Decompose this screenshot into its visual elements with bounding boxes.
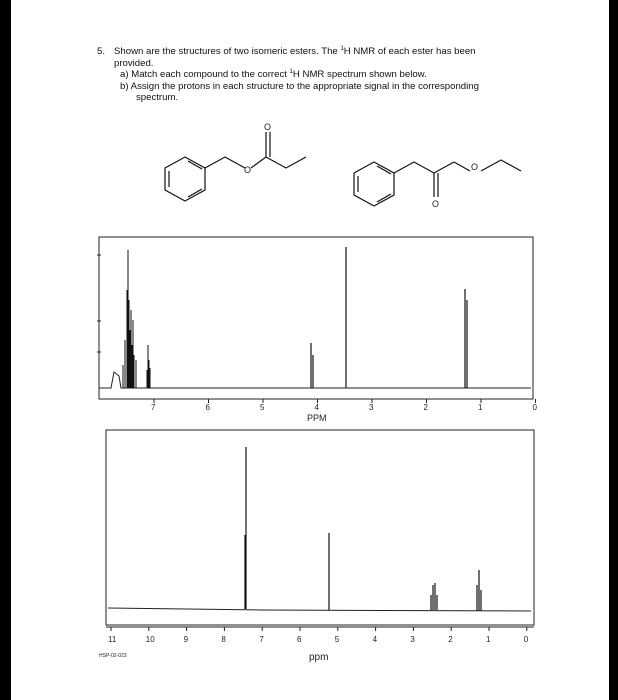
spectrum-1-baseline [99,372,531,388]
spectrum-1-frame [99,237,533,399]
axis-tick-label: 4 [372,635,378,644]
axis-tick-label: 1 [486,635,491,644]
right-ester-oxygen: O [471,162,479,172]
axis-tick-label: 6 [297,635,302,644]
axis-tick-label: 8 [221,635,226,644]
spectrum-1-axis-label: PPM [307,413,327,423]
spectrum-2-x-axis [108,627,529,644]
axis-tick-label: 1 [478,403,483,412]
right-carbonyl-oxygen: O [432,199,440,209]
axis-tick-label: 2 [423,403,428,412]
spectrum-2-peaks [245,447,481,611]
left-carbonyl-oxygen: O [264,122,272,132]
part-a: a) Match each compound to the correct $^1$H NMR spectrum shown below. [120,69,427,81]
axis-tick-label: 7 [259,635,264,644]
question-line-2: provided. [114,57,154,69]
question-line-1: Shown are the structures of two isomeric esters. The $^1$H NMR of each ester has been [114,45,476,57]
axis-tick-label: 5 [334,635,340,644]
axis-tick-label: 2 [448,635,453,644]
spectrum-2-frame [106,430,534,625]
axis-tick-label: 3 [369,403,374,412]
spectrum-1-x-axis [151,399,538,412]
spectrum-1-peaks [311,247,467,388]
document-page [11,0,609,700]
part-b-line-2: spectrum. [136,92,179,104]
axis-tick-label: 0 [523,635,529,644]
axis-tick-label: 11 [108,635,117,644]
axis-tick-label: 10 [145,635,155,644]
axis-tick-label: 3 [410,635,415,644]
axis-tick-label: 9 [183,635,189,644]
axis-tick-label: 0 [532,403,537,412]
left-ester-oxygen: O [244,165,252,175]
left-structure [165,132,306,201]
axis-tick-label: 4 [314,403,319,412]
axis-tick-label: 7 [151,403,156,412]
structures-svg [11,0,609,240]
spectrum-2-baseline [108,608,531,611]
question-number: 5. [97,46,106,57]
axis-tick-label: 6 [205,403,210,412]
spectrum-2-code: HSP-02-023 [99,653,127,659]
axis-tick-label: 5 [260,403,265,412]
part-b-line-1: b) Assign the protons in each structure to the appropriate signal in the corresponding [120,80,479,92]
spectrum-2-axis-label: ppm [309,652,329,663]
spectrum-1-aromatic-peaks [123,250,150,388]
